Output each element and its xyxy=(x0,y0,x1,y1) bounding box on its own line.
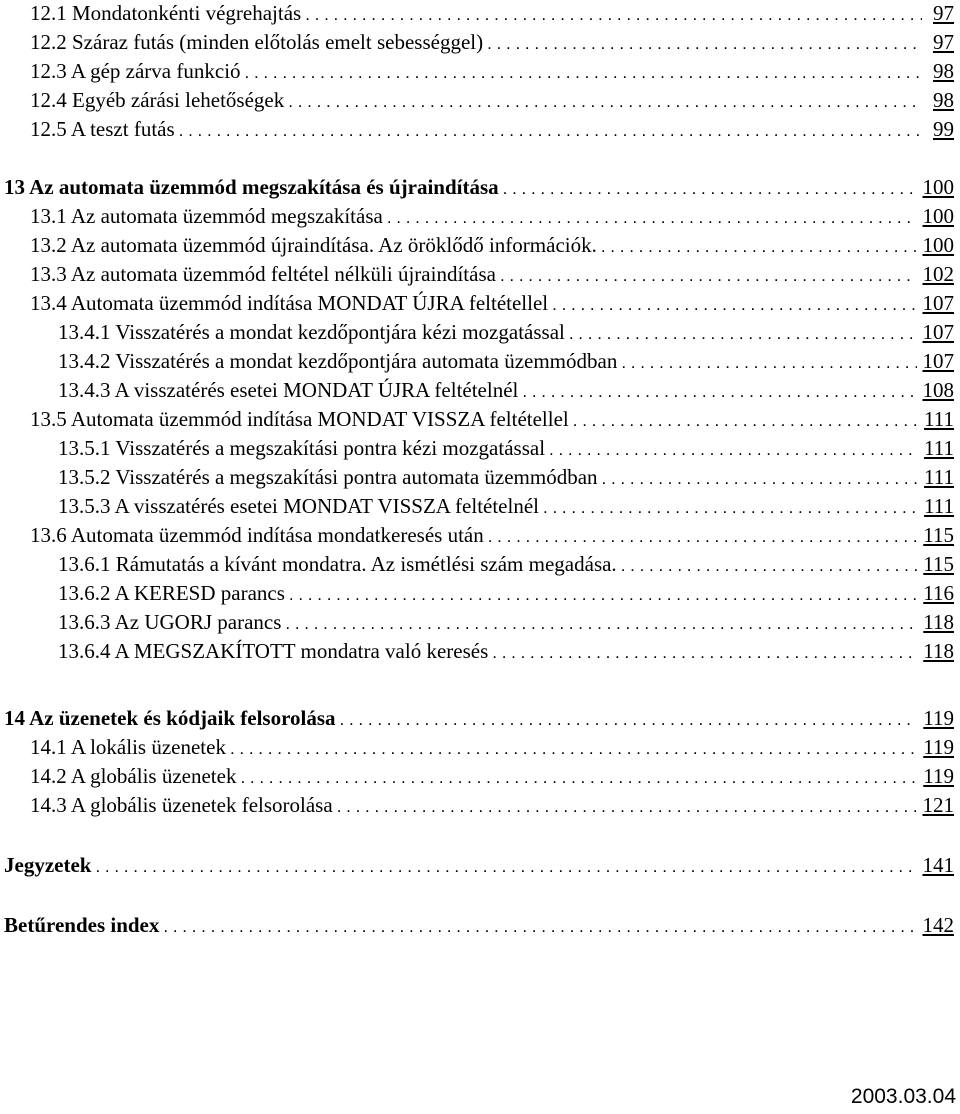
dot-leader xyxy=(500,263,917,289)
toc-entry-title: 13.5 Automata üzemmód indítása MONDAT VISSZA feltétellel xyxy=(30,407,569,431)
toc-entry-page-link[interactable]: 99 xyxy=(933,117,954,141)
toc-entry-page-link[interactable]: 107 xyxy=(922,320,954,344)
toc-entry[interactable] xyxy=(0,87,960,115)
toc-entry-page-link[interactable]: 142 xyxy=(922,913,954,937)
dot-leader xyxy=(503,176,917,202)
toc-entry[interactable] xyxy=(0,0,960,28)
toc-entry-page-link[interactable]: 141 xyxy=(922,853,954,877)
toc-entry-page-link[interactable]: 118 xyxy=(923,610,954,634)
toc-entry[interactable] xyxy=(0,232,960,260)
toc-entry-title: Betűrendes index xyxy=(4,913,160,937)
dot-leader xyxy=(487,31,922,57)
toc-entry-title: 14 Az üzenetek és kódjaik felsorolása xyxy=(4,706,336,730)
toc-entry[interactable] xyxy=(0,435,960,463)
toc-entry[interactable] xyxy=(0,290,960,318)
toc-entry-title: 13.6 Automata üzemmód indítása mondatkeresés után xyxy=(30,523,484,547)
dot-leader xyxy=(573,408,918,434)
toc-entry-page-link[interactable]: 108 xyxy=(922,378,954,402)
toc-entry-page-link[interactable]: 98 xyxy=(933,59,954,83)
toc-entry-title: 13.6.1 Rámutatás a kívánt mondatra. Az ismétlési szám megadása. xyxy=(58,552,617,576)
toc-entry-page-link[interactable]: 119 xyxy=(923,706,954,730)
toc-entry[interactable] xyxy=(0,58,960,86)
toc-entry[interactable] xyxy=(0,609,960,637)
toc-entry-page-link[interactable]: 121 xyxy=(922,793,954,817)
toc-entry-title: 13.5.3 A visszatérés esetei MONDAT VISSZA feltételnél xyxy=(58,494,539,518)
dot-leader xyxy=(522,379,916,405)
toc-entry[interactable] xyxy=(0,464,960,492)
dot-leader xyxy=(285,611,917,637)
dot-leader xyxy=(601,234,917,260)
toc-entry-title: 14.1 A lokális üzenetek xyxy=(30,735,226,759)
toc-entry[interactable] xyxy=(0,522,960,550)
dot-leader xyxy=(492,640,917,666)
toc-entry-page-link[interactable]: 115 xyxy=(923,523,954,547)
toc-entry-title: 13.5.1 Visszatérés a megszakítási pontra kézi mozgatással xyxy=(58,436,546,460)
toc-entry-page-link[interactable]: 115 xyxy=(923,552,954,576)
toc-entry-page-link[interactable]: 111 xyxy=(924,407,954,431)
toc-entry-title: 13.4.2 Visszatérés a mondat kezdőpontjára automata üzemmódban xyxy=(58,349,618,373)
toc-entry[interactable] xyxy=(0,734,960,762)
toc-entry[interactable] xyxy=(0,792,960,820)
toc-entry-title: 13.6.3 Az UGORJ parancs xyxy=(58,610,282,634)
toc-entry-title: 14.2 A globális üzenetek xyxy=(30,764,237,788)
dot-leader xyxy=(289,582,917,608)
toc-entry[interactable] xyxy=(0,852,960,880)
dot-leader xyxy=(288,89,922,115)
toc-entry[interactable] xyxy=(0,912,960,940)
toc-entry-page-link[interactable]: 100 xyxy=(922,175,954,199)
toc-entry[interactable] xyxy=(0,261,960,289)
dot-leader xyxy=(305,2,922,28)
dot-leader xyxy=(621,553,918,579)
toc-entry-title: 13.4.1 Visszatérés a mondat kezdőpontjára kézi mozgatással xyxy=(58,320,565,344)
toc-entry-page-link[interactable]: 116 xyxy=(923,581,954,605)
toc-entry-page-link[interactable]: 119 xyxy=(923,735,954,759)
dot-leader xyxy=(549,437,918,463)
toc-entry[interactable] xyxy=(0,406,960,434)
toc-entry-page-link[interactable]: 100 xyxy=(922,233,954,257)
toc-entry-title: 12.2 Száraz futás (minden előtolás emelt sebességgel) xyxy=(30,30,484,54)
toc-entry-page-link[interactable]: 111 xyxy=(924,436,954,460)
toc-entry-title: 12.3 A gép zárva funkció xyxy=(30,59,241,83)
toc-entry-title: 12.5 A teszt futás xyxy=(30,117,175,141)
dot-leader xyxy=(543,495,918,521)
dot-leader xyxy=(340,707,918,733)
dot-leader xyxy=(488,524,918,550)
dot-leader xyxy=(552,292,916,318)
toc-entry-page-link[interactable]: 111 xyxy=(924,494,954,518)
toc-entry-title: 13.4.3 A visszatérés esetei MONDAT ÚJRA feltételnél xyxy=(58,378,519,402)
dot-leader xyxy=(337,794,917,820)
toc-entry-page-link[interactable]: 119 xyxy=(923,764,954,788)
toc-entry-page-link[interactable]: 107 xyxy=(922,291,954,315)
toc-entry-title: 12.4 Egyéb zárási lehetőségek xyxy=(30,88,285,112)
toc-entry-title: 13.1 Az automata üzemmód megszakítása xyxy=(30,204,383,228)
toc-entry-page-link[interactable]: 97 xyxy=(933,1,954,25)
toc-entry-title: Jegyzetek xyxy=(4,853,92,877)
dot-leader xyxy=(179,118,922,144)
toc-entry[interactable] xyxy=(0,29,960,57)
toc-entry[interactable] xyxy=(0,705,960,733)
toc-entry[interactable] xyxy=(0,377,960,405)
toc-entry-page-link[interactable]: 118 xyxy=(923,639,954,663)
toc-entry-title: 13.4 Automata üzemmód indítása MONDAT ÚJRA feltétellel xyxy=(30,291,549,315)
dot-leader xyxy=(387,205,917,231)
dot-leader xyxy=(95,854,916,880)
toc-entry[interactable] xyxy=(0,580,960,608)
toc-entry[interactable] xyxy=(0,319,960,347)
dot-leader xyxy=(602,466,919,492)
toc-entry-title: 13.5.2 Visszatérés a megszakítási pontra automata üzemmódban xyxy=(58,465,598,489)
footer-date: 2003.03.04 xyxy=(850,1085,956,1108)
toc-entry[interactable] xyxy=(0,203,960,231)
toc-entry[interactable] xyxy=(0,174,960,202)
toc-entry[interactable] xyxy=(0,116,960,144)
toc-entry[interactable] xyxy=(0,493,960,521)
toc-entry-title: 13.2 Az automata üzemmód újraindítása. Az öröklődő információk. xyxy=(30,233,597,257)
dot-leader xyxy=(569,321,917,347)
toc-entry-title: 14.3 A globális üzenetek felsorolása xyxy=(30,793,333,817)
toc-entry-page-link[interactable]: 100 xyxy=(922,204,954,228)
toc-entry-title: 13.3 Az automata üzemmód feltétel nélküli újraindítása xyxy=(30,262,496,286)
toc-entry-page-link[interactable]: 97 xyxy=(933,30,954,54)
toc-entry-page-link[interactable]: 107 xyxy=(922,349,954,373)
toc-entry-title: 13 Az automata üzemmód megszakítása és újraindítása xyxy=(4,175,499,199)
toc-entry[interactable] xyxy=(0,638,960,666)
dot-leader xyxy=(163,914,916,940)
toc-entry-title: 13.6.4 A MEGSZAKÍTOTT mondatra való keresés xyxy=(58,639,489,663)
toc-entry-page-link[interactable]: 102 xyxy=(922,262,954,286)
dot-leader xyxy=(230,736,917,762)
toc-entry[interactable] xyxy=(0,763,960,791)
toc-entry[interactable] xyxy=(0,551,960,579)
dot-leader xyxy=(240,765,917,791)
toc-entry-page-link[interactable]: 98 xyxy=(933,88,954,112)
dot-leader xyxy=(245,60,922,86)
toc-entry-title: 12.1 Mondatonkénti végrehajtás xyxy=(30,1,302,25)
toc-entry-page-link[interactable]: 111 xyxy=(924,465,954,489)
toc-entry-title: 13.6.2 A KERESD parancs xyxy=(58,581,285,605)
dot-leader xyxy=(621,350,916,376)
toc-entry[interactable] xyxy=(0,348,960,376)
